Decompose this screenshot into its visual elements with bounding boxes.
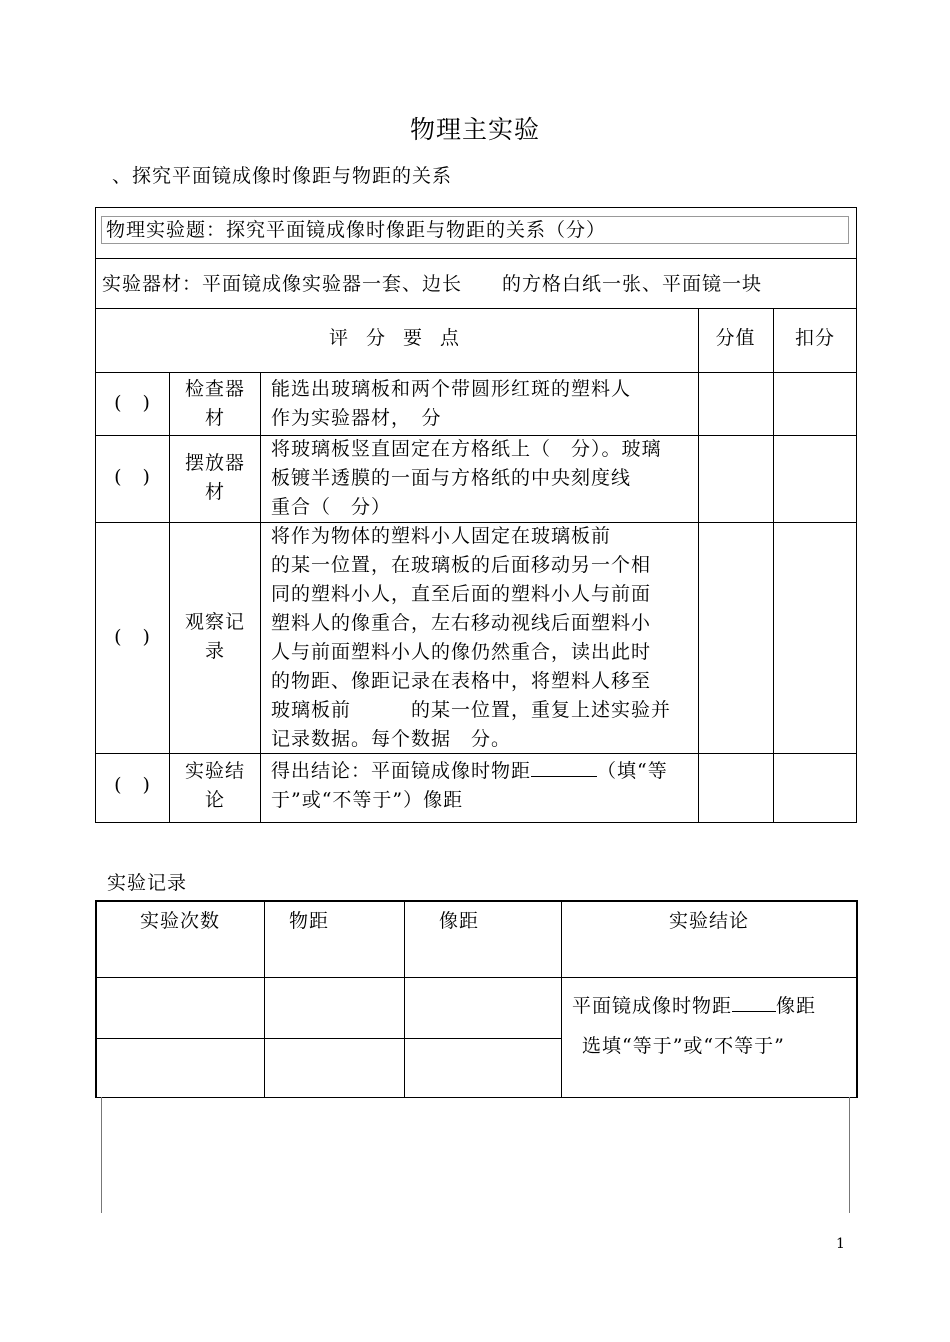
record-header-count: 实验次数 xyxy=(139,910,220,932)
record-conclusion-blank[interactable] xyxy=(732,993,776,1012)
materials-text: 实验器材：平面镜成像实验器一套、边长 的方格白纸一张、平面镜一块 xyxy=(102,273,763,295)
row2-mark: ( ) xyxy=(114,466,151,488)
row4-content: 得出结论：平面镜成像时物距 （填“等 于”或“不等于”）像距 xyxy=(271,760,668,811)
row3-mark: ( ) xyxy=(114,626,151,648)
points-header: 评 分 要 点 xyxy=(328,327,466,349)
exam-heading: 物理实验题：探究平面镜成像时像距与物距的关系（分） xyxy=(106,219,607,241)
row3-content: 将作为物体的塑料小人固定在玻璃板前 的某一位置，在玻璃板的后面移动另一个相 同的塑料小人，直至后面的塑料小人与前面 塑料人的像重合，左右移动视线后面塑料小 人与前面塑料小人的像仍然重合，读出此时 的物距、像距记录在表格中，将塑料人移至 玻璃板前 的某一位置，重复上述实验并 记录数据。每个数据 分。 xyxy=(271,525,672,750)
record-header-image: 像距 xyxy=(439,910,480,932)
conclusion-blank[interactable] xyxy=(531,758,597,777)
record-conclusion: 平面镜成像时物距 像距 选填“等于”或“不等于” xyxy=(572,995,817,1057)
page-number: 1 xyxy=(836,1236,845,1252)
row3-step: 观察记 录 xyxy=(184,611,245,662)
row2-content: 将玻璃板竖直固定在方格纸上（ 分）。玻璃 板镀半透膜的一面与方格纸的中央刻度线 重合（ 分） xyxy=(271,438,662,518)
row4-step: 实验结 论 xyxy=(184,760,245,811)
row1-step: 检查器 材 xyxy=(184,378,245,429)
record-label: 实验记录 xyxy=(107,872,188,894)
row1-content: 能选出玻璃板和两个带圆形红斑的塑料人 作为实验器材， 分 xyxy=(271,378,632,429)
record-header-conclusion: 实验结论 xyxy=(668,910,749,932)
row4-mark: ( ) xyxy=(114,774,151,796)
score-header: 分值 xyxy=(715,327,756,349)
row2-step: 摆放器 材 xyxy=(184,452,245,503)
section-subtitle: 、探究平面镜成像时像距与物距的关系 xyxy=(112,165,453,187)
page-title: 物理主实验 xyxy=(409,115,540,144)
deduct-header: 扣分 xyxy=(794,327,835,349)
row1-mark: ( ) xyxy=(114,392,151,414)
record-header-object: 物距 xyxy=(289,910,330,932)
